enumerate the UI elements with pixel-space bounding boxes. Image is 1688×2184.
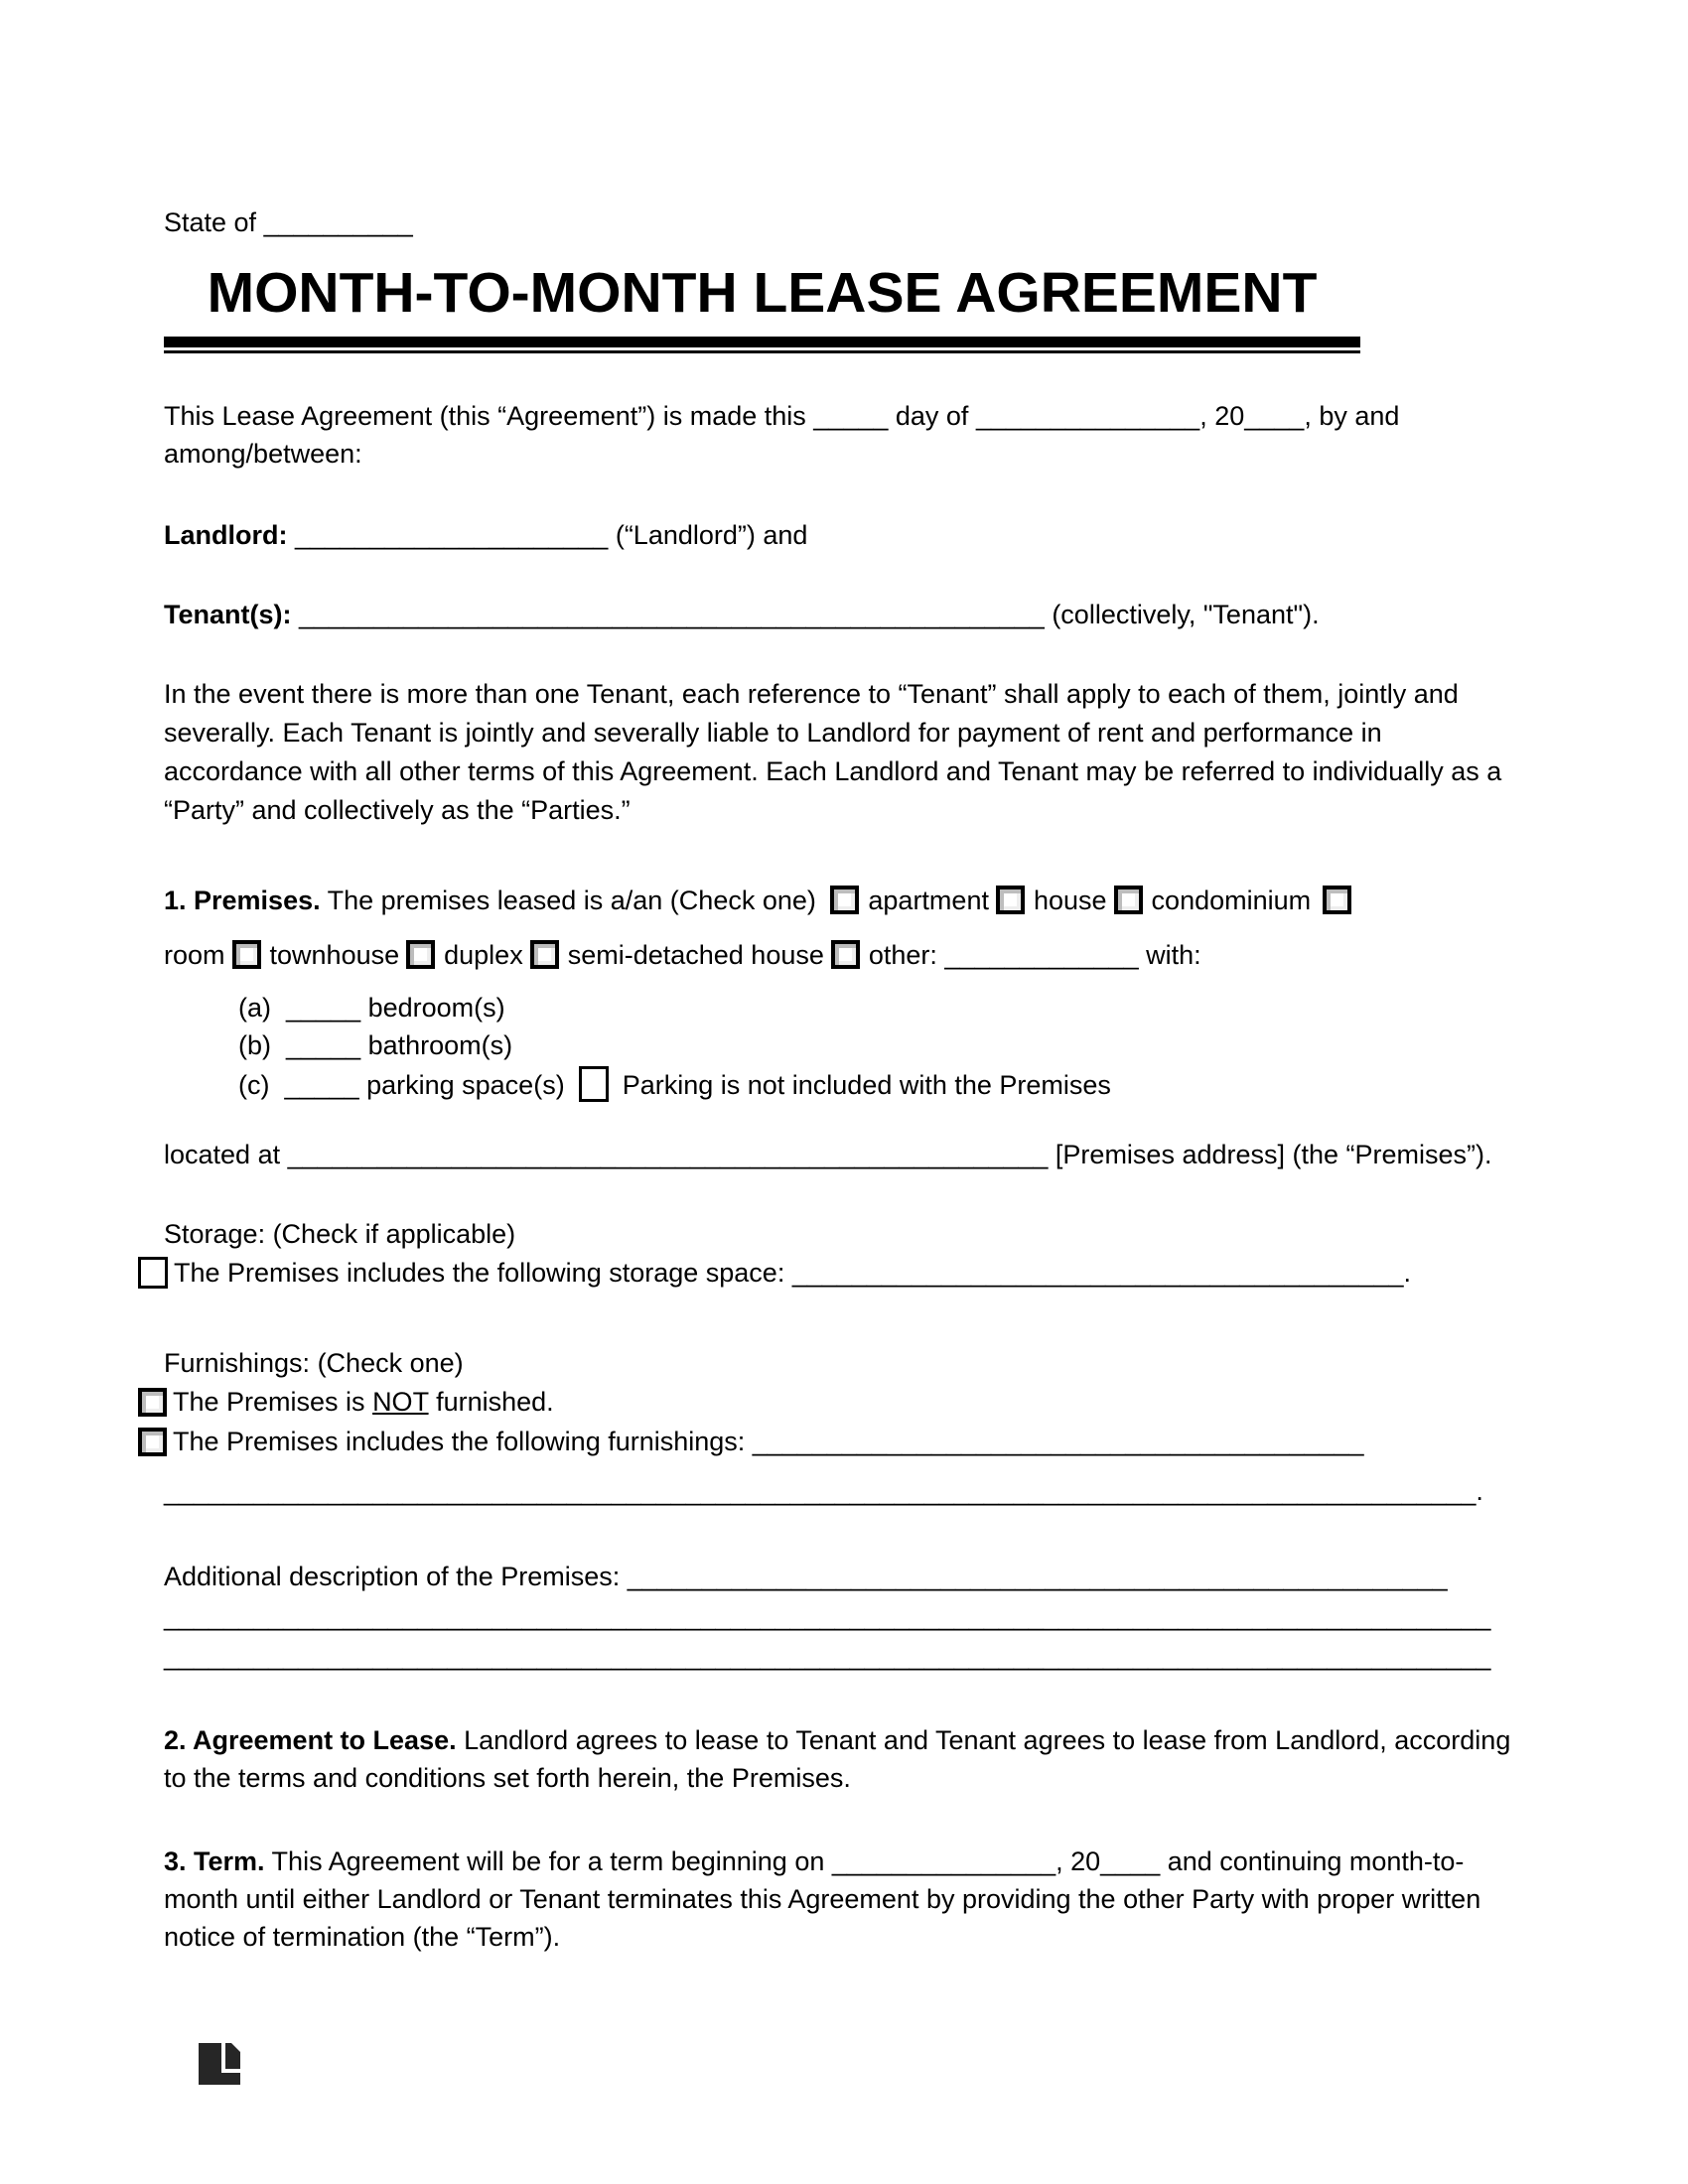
located-after: [Premises address] (the “Premises”). [1048,1140,1492,1169]
intro-text-2: day of [888,401,976,431]
not-furnished-text-2: furnished. [428,1387,554,1417]
premises-details-list [164,989,1524,1104]
not-furnished-row [164,1382,1524,1422]
label-townhouse: townhouse [269,940,400,970]
bathrooms-blank[interactable]: _____ [286,1030,361,1060]
storage-heading: Storage: (Check if applicable) [164,1219,516,1249]
checkbox-townhouse[interactable] [232,940,261,969]
tenant-line [164,596,1524,633]
logo-folded-corner [231,2043,240,2052]
not-furnished-not-word: NOT [372,1387,429,1417]
storage-period: . [1403,1258,1412,1288]
no-parking-label: Parking is not included with the Premises [622,1070,1111,1100]
landlord-label: Landlord: [164,520,295,550]
premises-line-2 [164,928,1524,983]
title-block [164,263,1360,353]
storage-blank[interactable]: _________________________________________ [791,1258,1404,1288]
parking-row [238,1066,1524,1104]
label-semi-detached: semi-detached house [567,940,824,970]
state-of-label: State of [164,207,264,237]
section2-paragraph [164,1721,1524,1797]
checkbox-not-furnished[interactable] [138,1388,167,1417]
checkbox-furnished[interactable] [138,1428,167,1456]
bedrooms-label: bedroom(s) [360,993,505,1023]
furnishings-heading: Furnishings: (Check one) [164,1348,464,1378]
furnishings-continuation-line [164,1471,1524,1511]
bedrooms-blank[interactable]: _____ [286,993,361,1023]
landlord-line [164,516,1524,554]
additional-blank-1[interactable]: _______________________________________________________ [627,1562,1448,1591]
section3-text-1: This Agreement will be for a term beginning on [264,1846,832,1876]
premises-heading: 1. Premises. [164,886,321,915]
day-blank[interactable]: _____ [813,401,889,431]
tenant-after: (collectively, "Tenant"). [1044,600,1320,629]
storage-option-row [164,1253,1524,1293]
bedrooms-row [238,989,1524,1026]
additional-description-block [164,1557,1524,1676]
furnishings-continuation-blank[interactable]: ________________________________________________________________________________________ [164,1476,1477,1506]
tenant-label: Tenant(s): [164,600,299,629]
located-blank[interactable]: ___________________________________________________ [287,1140,1049,1169]
intro-paragraph [164,397,1524,473]
furnishings-continuation-period: . [1476,1476,1483,1506]
parking-label: parking space(s) [358,1070,565,1100]
storage-option-label: The Premises includes the following storage space: [174,1258,792,1288]
premises-line-1 [164,874,1524,928]
checkbox-no-parking[interactable] [579,1066,609,1102]
intro-text-3: , 20 [1199,401,1245,431]
parking-prefix: (c) [238,1070,270,1100]
checkbox-storage[interactable] [138,1257,168,1289]
state-of-blank[interactable]: __________ [263,207,413,237]
located-line [164,1136,1524,1173]
bathrooms-label: bathroom(s) [360,1030,513,1060]
section3-text-3: and continuing month-to-month until either Landlord or Tenant terminates this Agreement by providing the other Party with proper written notice of termination (the “Term”). [164,1846,1481,1952]
additional-blank-2[interactable]: _________________________________________________________________________________________ [164,1601,1491,1631]
tenant-blank[interactable]: __________________________________________________ [299,600,1045,629]
other-blank[interactable]: _____________ [944,940,1139,970]
term-date-blank[interactable]: _______________ [831,1846,1056,1876]
parking-blank[interactable]: _____ [284,1070,359,1100]
state-of-line [164,204,1524,241]
checkbox-apartment[interactable] [830,886,859,914]
landlord-after: (“Landlord”) and [608,520,808,550]
checkbox-condominium[interactable] [1114,886,1143,914]
section2-body: Landlord agrees to lease to Tenant and Tenant agrees to lease from Landlord, according to the terms and conditions set forth herein, the Premises. [164,1725,1511,1793]
label-condominium: condominium [1151,886,1312,915]
section3-text-2: , 20 [1055,1846,1101,1876]
premises-section [164,874,1524,983]
section3-paragraph [164,1843,1524,1956]
label-apartment: apartment [868,886,989,915]
additional-blank-3[interactable]: _________________________________________________________________________________________ [164,1641,1491,1671]
not-furnished-text-1: The Premises is [173,1387,373,1417]
with-label: with: [1138,940,1201,970]
section3-number: 3. Term. [164,1846,265,1876]
year-blank[interactable]: ____ [1244,401,1305,431]
legal-templates-logo [199,2043,240,2085]
checkbox-semi-detached[interactable] [530,940,559,969]
label-room: room [164,940,225,970]
logo-horizontal-slit [221,2069,240,2073]
checkbox-duplex[interactable] [406,940,435,969]
landlord-blank[interactable]: _____________________ [294,520,609,550]
furnished-list-row [164,1422,1524,1461]
label-house: house [1033,886,1107,915]
label-other: other: [868,940,945,970]
month-blank[interactable]: _______________ [975,401,1200,431]
bathrooms-row [238,1026,1524,1064]
furnishings-option-label: The Premises includes the following furnishings: [173,1427,753,1456]
located-label: located at [164,1140,288,1169]
checkbox-house[interactable] [996,886,1025,914]
checkbox-other[interactable] [831,940,860,969]
bedrooms-prefix: (a) [238,993,271,1023]
additional-label: Additional description of the Premises: [164,1562,628,1591]
page-title: MONTH-TO-MONTH LEASE AGREEMENT [207,261,1318,325]
premises-lead: The premises leased is a/an (Check one) [320,886,824,915]
term-year-blank[interactable]: ____ [1100,1846,1161,1876]
intro-text-1: This Lease Agreement (this “Agreement”) is made this [164,401,814,431]
bathrooms-prefix: (b) [238,1030,271,1060]
checkbox-room[interactable] [1323,886,1351,914]
furnishings-blank[interactable]: _________________________________________ [752,1427,1364,1456]
title-rule [164,337,1360,353]
label-duplex: duplex [444,940,523,970]
joint-liability-paragraph: In the event there is more than one Tenant, each reference to “Tenant” shall apply to each of them, jointly and severally. Each Tenant is jointly and severally liable to Landlord for payment of rent and performance in accordance with all other terms of this Agreement. Each Landlord and Tenant may be referred to individually as a “Party” and collectively as the “Parties.” [164,679,1502,825]
section2-number: 2. Agreement to Lease. [164,1725,457,1755]
intro-text-4: , by and among/between: [164,401,1400,469]
